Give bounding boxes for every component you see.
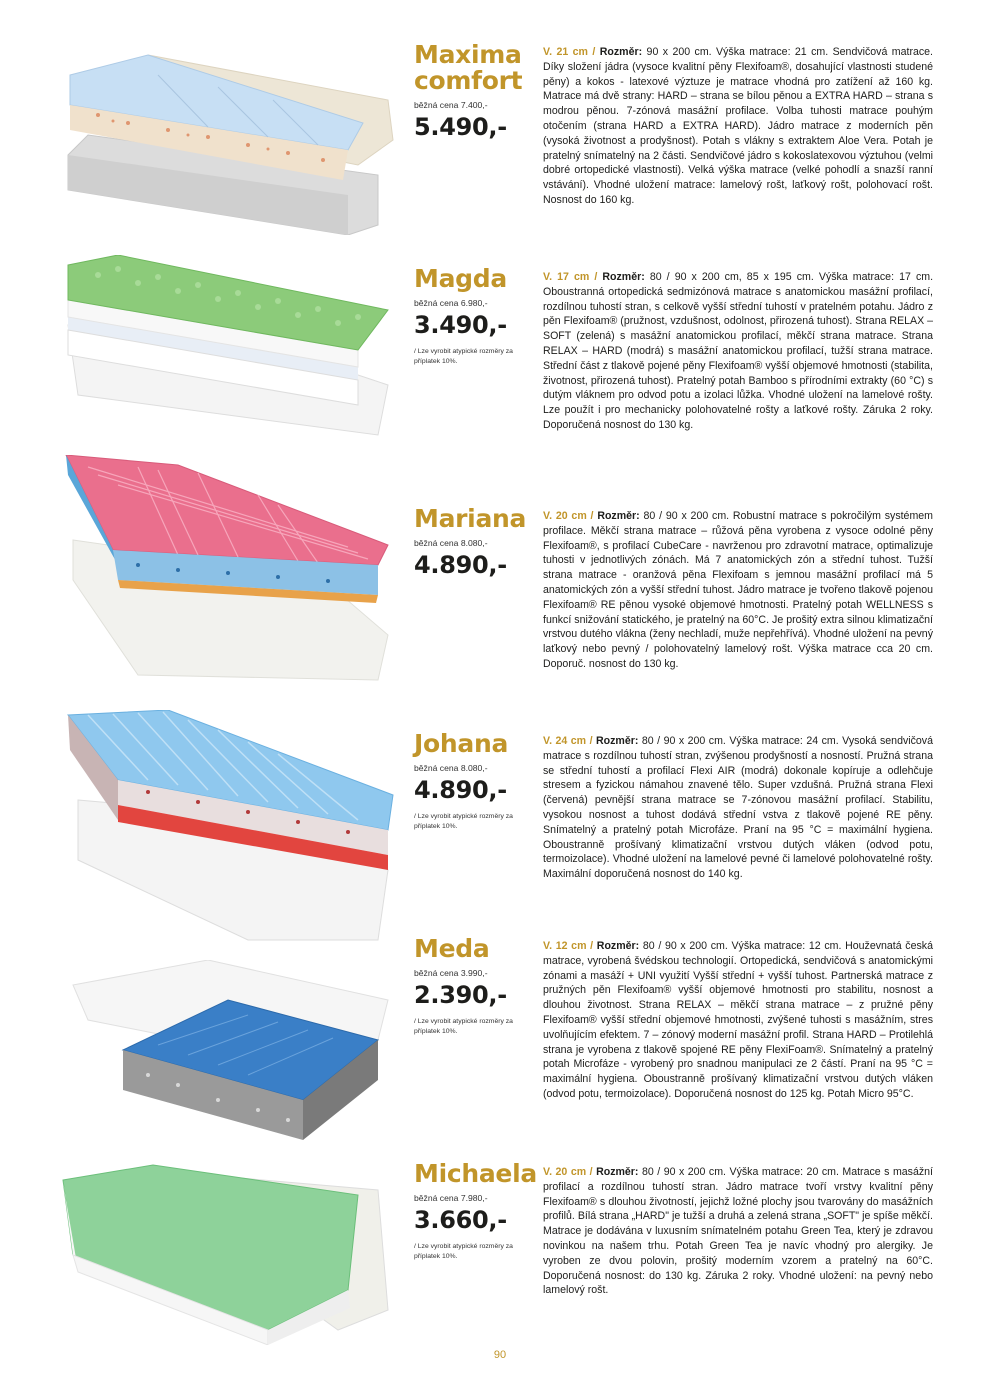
product-info	[414, 506, 536, 579]
mattress-image	[58, 1160, 403, 1345]
mattress-image	[58, 45, 403, 235]
product-description	[543, 45, 933, 208]
mattress-illustration-icon	[58, 45, 403, 235]
size-label: Rozměr:	[596, 940, 640, 952]
product-info	[414, 731, 536, 831]
product-description	[543, 1165, 933, 1298]
mattress-illustration-icon	[58, 255, 403, 440]
custom-size-note: / Lze vyrobit atypické rozměry za příplatek 10%.	[414, 1018, 513, 1035]
mattress-illustration-icon	[58, 1160, 403, 1345]
product-info	[414, 936, 536, 1036]
mattress-image	[58, 255, 403, 440]
sale-price: 3.660,-	[414, 1206, 507, 1234]
description-text: 80 / 90 x 200 cm. Výška matrace: 12 cm. Houževnatá česká matrace, vyrobená švédskou technologií. Ortopedická, sendvičová s anatomickými zónami a masáží + UNI využití Vyšší střední + vyšší tuhost. Partnerská matrace z pružných pěn Flexifoam® vyšší objemové hmotnosti pro stabilitu, nosnost a dlouhou životnost. Strana RELAX – měkčí strana matrace – z pružné pěny Flexifoam® vyšší střední objemové hmotnosti, zvýšené tuhosti s masážním, stres uvolňujícím efektem. 7 – zónový moderní masážní profil. Strana HARD – Protilehlá strana je vyrobena z tlakově spojené RE pěny FlexiFoam®. Snímatelný a pratelný potah Microfáze - vyrobený pro snadnou manipulaci ze 2 částí. Praní na 95 °C = maximální hygiena. Oboustranně prošívaný klimatizační vrstvou dutých vláken (odvod potu, termoizolace). Doporučená nosnost do 125 kg. Potah Micro 95°C.	[543, 940, 933, 1100]
product-description	[543, 939, 933, 1102]
custom-size-note: / Lze vyrobit atypické rozměry za příplatek 10%.	[414, 348, 513, 365]
mattress-illustration-icon	[58, 455, 403, 690]
height-tag: V. 21 cm /	[543, 46, 596, 58]
product-name: Maxima comfort	[414, 40, 523, 95]
mattress-image	[58, 455, 403, 690]
product-description	[543, 509, 933, 672]
description-text: 80 / 90 x 200 cm. Výška matrace: 24 cm. Vysoká sendvičová matrace s rozdílnou tuhostí stran, zvýšenou prodyšností a nosností. Pružná strana se střední tuhostí a profilací Flexi AIR (modrá) dokonale kopíruje a odlehčuje stresem a fyzickou námahou znavené tělo. Super vzdušná. Pružná strana Flexi (červená) pevnější strana matrace se 7-zónovou masážní profilací. Stabilitu, vysokou nosnost a tuhost dodává střední vstva z tlakově pojené RE pěny. Snímatelný a pratelný potah Microfáze. Praní na 95 °C = maximální hygiena. Oboustranně prošívaný klimatizační vrstvou dutých vláken (odvod potu, termoizolace). Vhodné uložení na lamelové pevné či lamelové polohovatelné rošty. Maximální doporučená nosnost do 140 kg.	[543, 735, 933, 881]
page-number: 90	[493, 1349, 507, 1361]
product-info	[414, 42, 536, 141]
product-name: Johana	[414, 729, 509, 758]
custom-size-note: / Lze vyrobit atypické rozměry za příplatek 10%.	[414, 1243, 513, 1260]
regular-price: běžná cena 7.980,-	[414, 1193, 488, 1203]
size-label: Rozměr:	[602, 271, 645, 283]
product-info	[414, 266, 536, 366]
product-name: Michaela	[414, 1159, 537, 1188]
mattress-illustration-icon	[58, 960, 403, 1145]
mattress-illustration-icon	[58, 710, 403, 945]
product-description	[543, 270, 933, 433]
size-label: Rozměr:	[596, 1166, 639, 1178]
sale-price: 5.490,-	[414, 113, 507, 141]
height-tag: V. 17 cm /	[543, 271, 598, 283]
product-description	[543, 734, 933, 882]
sale-price: 2.390,-	[414, 981, 507, 1009]
regular-price: běžná cena 6.980,-	[414, 298, 488, 308]
height-tag: V. 24 cm /	[543, 735, 593, 747]
sale-price: 3.490,-	[414, 311, 507, 339]
regular-price: běžná cena 8.080,-	[414, 538, 488, 548]
regular-price: běžná cena 3.990,-	[414, 968, 488, 978]
sale-price: 4.890,-	[414, 551, 507, 579]
sale-price: 4.890,-	[414, 776, 507, 804]
product-name: Meda	[414, 934, 490, 963]
mattress-image	[58, 710, 403, 945]
description-text: 80 / 90 x 200 cm. Robustní matrace s pokročilým systémem profilace. Měkčí strana matrace – růžová pěna vyrobena z vysoce odolné pěny Flexifoam®, s profilací CubeCare - navrženou pro zdravotní matrace, optimalizuje tuhosti v jednotlivých zónách. Má 7 anatomických zón a střední tuhost. Tužší strana matrace - oranžová pěna Flexifoam s jemnou masážní profilací má 5 anatomických zón a vyšší střední tuhost. Jádro matrace je tvořeno tlakově pojenou Flexifoam® RE pěnou vysoké objemové hmotnosti. Pratelný potah WELLNESS s funkcí snižování statického, je pratelný na 60°C. Je prošitý extra silnou klimatizační vrstvou dutého vlákna (ženy nechladí, muže nepřehřívá). Vhodné uložení na pevný laťkový nebo pevný / polohovatelný lamelový rošt. Výška matrace cca 20 cm. Doporuč. nosnost do 130 kg.	[543, 510, 933, 670]
description-text: 90 x 200 cm. Výška matrace: 21 cm. Sendvičová matrace. Díky složení jádra (vysoce kvalitní pěny Flexifoam®, dosahující vlastnosti studené pěny) a kokos - latexové výztuze je matrace vhodná pro zatížení až 160 kg. Matrace má dvě strany: HARD – strana se bílou pěnou a EXTRA HARD – strana s modrou pěnou. 7-zónová masážní profilace. Volba tuhosti matrace pouhým otočením (strana HARD a EXTRA HARD). Jádro matrace z moderních pěn (vysoká životnost a prodyšnost). Potah s vlákny s extraktem Aloe Vera. Potah je pratelný snímatelný na 2 části. Sendvičové jádro s kokoslatexovou výztuhou (velmi dobré ortopedické vlastnosti). Velká výška matrace (velké pohodlí a snazší ranní vstávání). Vhodné uložení matrace: lamelový rošt, laťkový rošt, polohovací rošt. Nosnost do 160 kg.	[543, 46, 933, 206]
product-info	[414, 1161, 536, 1261]
regular-price: běžná cena 8.080,-	[414, 763, 488, 773]
regular-price: běžná cena 7.400,-	[414, 100, 488, 110]
height-tag: V. 20 cm /	[543, 1166, 593, 1178]
height-tag: V. 12 cm /	[543, 940, 594, 952]
size-label: Rozměr:	[597, 510, 640, 522]
size-label: Rozměr:	[599, 46, 643, 58]
product-name: Magda	[414, 264, 507, 293]
size-label: Rozměr:	[596, 735, 639, 747]
description-text: 80 / 90 x 200 cm, 85 x 195 cm. Výška matrace: 17 cm. Oboustranná ortopedická sedmizónová matrace s anatomickou masážní profilací, rozdílnou tuhostí stran, s celkově vyšší střední tuhostí v pratelném potahu. Jádro z pěn Flexifoam® (pružnost, vzdušnost, odolnost, přirozená tuhost). Strana RELAX – SOFT (zelená) s masážní anatomickou profilací, měkčí strana matrace. Strana RELAX – HARD (modrá) s masážní anatomickou profilací, tužší strana matrace. Střední část z tlakově pojené pěny Flexifoam® vyšší objemové hmotnosti (stabilita, životnost, přirozená tuhost). Pratelný potah Bamboo s přírodními extrakty (60 °C) s dutým vláknem pro odvod potu a izolaci lůžka. Vhodné uložení na lamelové rošty. Lze použít i pro mechanicky polohovatelné rošty a laťkové rošty. Záruka 2 roky. Doporučená nosnost do 130 kg.	[543, 271, 934, 431]
custom-size-note: / Lze vyrobit atypické rozměry za příplatek 10%.	[414, 813, 513, 830]
mattress-image	[58, 960, 403, 1145]
description-text: 80 / 90 x 200 cm. Výška matrace: 20 cm. Matrace s masážní profilací a rozdílnou tuhostí stran. Jádro matrace tvoří vrstvy kvalitní pěny Flexifoam® s dlouhou životností, jejichž ložné plochy jsou tvarovány do masážních profilů. Bílá strana „HARD" je tužší a druhá a zelená strana „SOFT" je spíše měkčí. Matrace je dodávána v luxusním snímatelném potahu Green Tea, který je zdravou novinkou na našem trhu. Potah Green Tea je navíc vhodný pro alergiky. Je vyroben ze dvou polovin, prošitý moderním vzorem a pratelný na 60°C. Doporučená nosnost: do 130 kg. Záruka 2 roky. Vhodné uložení: na pevný nebo lamelový rošt.	[543, 1166, 933, 1297]
product-name: Mariana	[414, 504, 527, 533]
height-tag: V. 20 cm /	[543, 510, 594, 522]
